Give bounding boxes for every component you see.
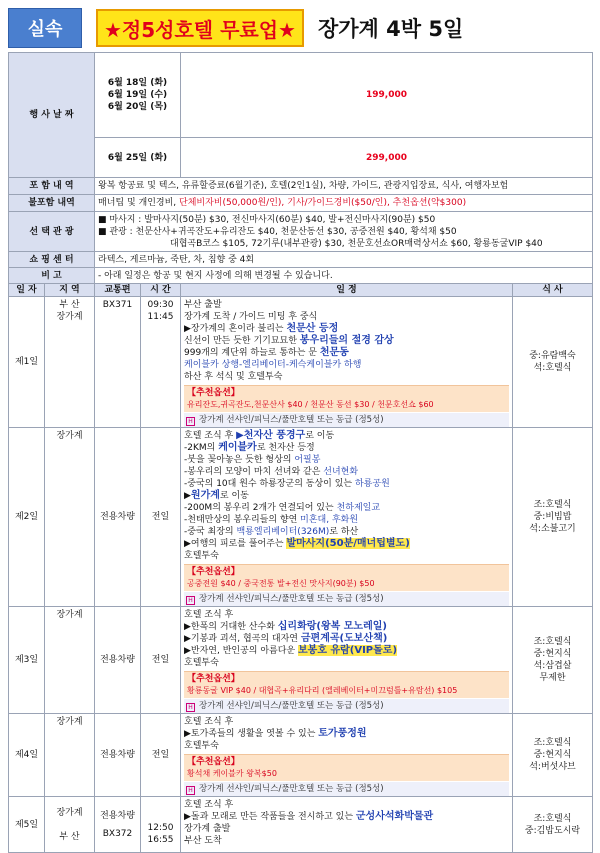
option-line: 대협곡B코스 $105, 72기루(내부관광) $30, 천문호선쇼OR매력상서쇼 $60, 황룡동굴VIP $40 [170,238,543,249]
highlight-place: 미혼대, 후화원 [300,515,359,525]
include-row [9,178,593,195]
day-time: 전일 [141,428,181,607]
schedule-line [184,442,509,454]
option-label: 선 택 관 광 [9,212,95,252]
day-time: 전일 [141,607,181,714]
hotel-text: 장가계 선샤인/피닉스/풀만호텔 또는 동급 (정5성) [199,701,384,711]
schedule-line [184,454,509,466]
area-text: 부 산 [59,300,80,310]
highlight-place: 봉우리들의 절경 감상 [299,335,394,346]
hotel-line [184,413,509,427]
schedule-line: 부산 도착 [184,836,222,846]
schedule-text: 999개의 계단위 하늘로 통하는 문 [184,348,320,358]
meal-text: 석:버섯샤브 [529,762,576,772]
schedule-line: 호텔투숙 [184,741,219,751]
hotel-line [184,592,509,606]
exclude-basic: 매너팁 및 개인경비, [98,198,177,208]
area-text: 장가계 [56,312,83,322]
schedule-text: ▶ [184,491,191,501]
day-area: 장가계 [45,607,95,714]
day-row [9,714,593,797]
transport-text: BX372 [102,828,133,839]
dates-row-1 [9,53,593,138]
include-label: 포 함 내 역 [9,178,95,195]
day-row [9,297,593,428]
option-title: 【추천옵션】 [187,674,240,684]
schedule-line: 케이블카 상행-엘리베이터-케슥케이블카 하행 [184,360,362,370]
highlight-place: 발마사지(50분/매너팁별도) [286,538,410,549]
tour-title: 장가계 4박 5일 [317,17,464,41]
highlight-place: ▶천자산 풍경구 [236,430,306,441]
schedule-line: 부산 출발 [184,300,222,310]
itinerary-header [9,284,593,297]
recommended-option [184,671,509,698]
meal-text: 중:현지식 [533,649,572,659]
day-area: 장가계 [45,428,95,607]
schedule-line [184,526,509,538]
schedule-line [184,347,509,359]
option-line: ■ 관광 : 천문산사+귀곡잔도+유리잔도 $40, 천문산동선 $30, 공중전원 $40, 황석채 $50 [98,226,457,237]
highlight-place: 하룡공원 [354,479,390,489]
schedule-text: ▶돌과 모래로 만든 작품들을 전시하고 있는 [184,812,356,822]
include-text: 왕복 항공료 및 텍스, 유류할증료(6월기준), 호텔(2인1실), 차량, 가이드, 관광지입장료, 식사, 여행자보험 [95,178,593,195]
meal-text: 조:호텔식 [533,637,572,647]
schedule-line: 호텔 조식 후 [184,717,234,727]
col-day: 일 자 [9,284,45,297]
schedule-line [184,323,509,335]
day-schedule [181,714,513,797]
schedule-text: 로 천자산 등정 [256,443,315,453]
exclude-text [95,195,593,212]
highlight-place: 선녀현화 [323,467,359,477]
highlight-place: 금편계곡(도보산책) [300,633,388,644]
day-transport: BX371 [95,297,141,428]
day-transport: 전용차량 [95,714,141,797]
meal-text: 무제한 [539,673,566,683]
col-transport: 교통편 [95,284,141,297]
dates-row-2 [9,138,593,178]
meal-text: 석:호텔식 [533,363,572,373]
date-item: 6월 25일 (화) [107,152,168,163]
schedule-text: ▶장가계의 혼이라 불리는 [184,324,287,334]
day-meal [513,297,593,428]
date-item: 6월 18일 (화) [107,78,168,88]
schedule-text: 로 이동 [219,491,249,501]
note-text: - 아래 일정은 항공 및 현지 사정에 의해 변경될 수 있습니다. [95,268,593,284]
note-label: 비 고 [9,268,95,284]
meal-text: 석:삼겹살 [533,661,572,671]
day-meal [513,607,593,714]
schedule-line [184,645,509,657]
option-body: 유리잔도,귀곡잔도,천문산사 $40 / 천문산 동선 $30 / 천문호선쇼 $60 [187,400,434,409]
schedule-text: -봉우리의 모양이 마치 선녀와 같은 [184,467,324,477]
schedule-text: ▶기봉과 괴석, 협곡의 대자연 [184,634,301,644]
shop-label: 쇼 핑 센 터 [9,252,95,268]
price-2: 299,000 [181,138,593,178]
schedule-line: 호텔 조식 후 [184,800,234,810]
hotel-line [184,782,509,796]
recommended-option [184,754,509,781]
itinerary-table [8,52,593,853]
schedule-text: -천태만상의 봉우리들의 향연 [184,515,301,525]
day-area [45,797,95,853]
meal-text: 중:비빔밥 [533,512,572,522]
schedule-text: 로 하산 [329,527,359,537]
schedule-text: ▶여행의 피로를 풀어주는 [184,539,287,549]
option-body: 황석채 케이블카 왕복$50 [187,769,277,778]
highlight-place: 천하제일교 [336,503,381,513]
day-meal [513,797,593,853]
time-text: 09:30 [147,300,174,310]
highlight-place: 백룡엘리베이터(326M) [236,527,330,537]
category-badge: 실속 [8,8,82,48]
price-1: 199,000 [181,53,593,138]
day-time [141,797,181,853]
day-meal [513,714,593,797]
day-area [45,297,95,428]
schedule-line [184,538,509,550]
meal-text: 중:유람백숙 [529,351,576,361]
day-number: 제3일 [9,607,45,714]
dates-label: 행 사 날 짜 [9,53,95,178]
option-text [95,212,593,252]
dates-group-1 [95,53,181,138]
schedule-line: 장가계 도착 / 가이드 미팅 후 중식 [184,312,318,322]
meal-text: 조:호텔식 [533,500,572,510]
day-row [9,607,593,714]
transport-text: 전용차량 [100,810,135,821]
hotel-icon: H [186,596,195,605]
schedule-line [184,633,509,645]
schedule-line [184,430,509,442]
note-row [9,268,593,284]
meal-text: 석:소불고기 [529,524,576,534]
recommended-option [184,564,509,591]
highlight-place: 어필봉 [294,455,321,465]
recommended-option [184,385,509,412]
day-schedule [181,428,513,607]
schedule-line [184,478,509,490]
time-text: 12:50 [147,822,174,833]
day-number: 제2일 [9,428,45,607]
hotel-icon: H [186,703,195,712]
highlight-place: 군성사석화박물관 [355,811,434,822]
schedule-text: -붓을 꽂아놓은 듯한 형상의 [184,455,295,465]
col-meal: 식 사 [513,284,593,297]
day-transport: 전용차량 [95,428,141,607]
dates-group-2 [95,138,181,178]
shop-text: 라텍스, 게르마늄, 죽탄, 차, 침향 중 4회 [95,252,593,268]
schedule-text: -2KM의 [184,443,219,453]
schedule-text: -중국의 10대 원수 하룡장군의 동상이 있는 [184,479,355,489]
highlight-place: 원가계 [190,490,220,501]
time-text: 16:55 [147,834,174,845]
highlight-place: 천문산 등정 [286,323,339,334]
highlight-place: 토가풍정원 [318,728,367,739]
schedule-text: 로 이동 [305,431,335,441]
date-item: 6월 20일 (목) [107,102,168,112]
schedule-line: 호텔 조식 후 [184,610,234,620]
schedule-text: -중국 최장의 [184,527,237,537]
area-text: 부 산 [59,831,80,842]
col-time: 시 간 [141,284,181,297]
schedule-text: -200M의 봉우리 2개가 연결되어 있는 [184,503,337,513]
option-body: 공중전원 $40 / 중국전통 발+전신 맛사지(90분) $50 [187,579,375,588]
highlight-place: 보봉호 유람(VIP돌로) [298,645,398,656]
time-text: 11:45 [147,312,174,322]
day-schedule [181,297,513,428]
schedule-text: ▶한폭의 거대한 산수화 [184,622,278,632]
day-number: 제5일 [9,797,45,853]
schedule-line: 호텔투숙 [184,658,219,668]
option-line: ■ 마사지 : 발마사지(50분) $30, 전신마사지(60분) $40, 발+전신마사지(90분) $50 [98,214,436,225]
meal-text: 중:현지식 [533,750,572,760]
day-time [141,297,181,428]
header [8,7,592,49]
option-title: 【추천옵션】 [187,567,240,577]
day-row [9,797,593,853]
option-title: 【추천옵션】 [187,757,240,767]
date-item: 6월 19일 (수) [107,90,168,100]
meal-text: 조:호텔식 [533,813,572,824]
schedule-line: 하산 후 석식 및 호텔투숙 [184,372,283,382]
highlight-place: 십리화랑(왕복 모노레일) [277,621,387,632]
schedule-line [184,621,509,633]
exclude-fees: 단체비자비(50,000원/인), 기사/가이드경비($50/인), 추천옵션(약$300) [179,198,467,208]
hotel-icon: H [186,417,195,426]
hotel-text: 장가계 선샤인/피닉스/풀만호텔 또는 동급 (정5성) [199,594,384,604]
schedule-line [184,502,509,514]
day-meal [513,428,593,607]
schedule-line [184,514,509,526]
schedule-text: 호텔 조식 후 [184,431,237,441]
option-title: 【추천옵션】 [187,388,240,398]
highlight-place: 케이블카 [218,442,257,453]
meal-text: 중:김밥도시락 [524,825,581,836]
hotel-line [184,699,509,713]
schedule-text: 신선이 만든 듯한 기기묘묘한 [184,336,300,346]
day-time: 전일 [141,714,181,797]
col-area: 지 역 [45,284,95,297]
day-area: 장가계 [45,714,95,797]
option-row [9,212,593,252]
shop-row [9,252,593,268]
schedule-line [184,466,509,478]
schedule-line: 장가계 출발 [184,824,231,834]
day-number: 제4일 [9,714,45,797]
day-number: 제1일 [9,297,45,428]
exclude-label: 불포함 내역 [9,195,95,212]
schedule-line: 호텔투숙 [184,551,219,561]
hotel-text: 장가계 선샤인/피닉스/풀만호텔 또는 동급 (정5성) [199,784,384,794]
day-schedule [181,797,513,853]
schedule-line [184,490,509,502]
schedule-line [184,728,509,740]
promo-banner: ★정5성호텔 무료업★ [96,9,304,47]
schedule-text: ▶토가족들의 생활을 엿볼 수 있는 [184,729,319,739]
highlight-place: 천문동 [319,347,349,358]
day-transport [95,797,141,853]
schedule-line [184,811,509,823]
meal-text: 조:호텔식 [533,738,572,748]
col-schedule: 일 정 [181,284,513,297]
schedule-line [184,335,509,347]
day-schedule [181,607,513,714]
day-row [9,428,593,607]
hotel-icon: H [186,786,195,795]
area-text: 장가계 [56,807,83,818]
hotel-text: 장가계 선샤인/피닉스/풀만호텔 또는 동급 (정5성) [199,415,384,425]
option-body: 황룡동굴 VIP $40 / 대협곡+유리다리 (엘레베이터+미끄럼틀+유람선) $105 [187,686,458,695]
day-transport: 전용차량 [95,607,141,714]
schedule-text: ▶반자연, 반인공의 아름다운 [184,646,298,656]
exclude-row [9,195,593,212]
